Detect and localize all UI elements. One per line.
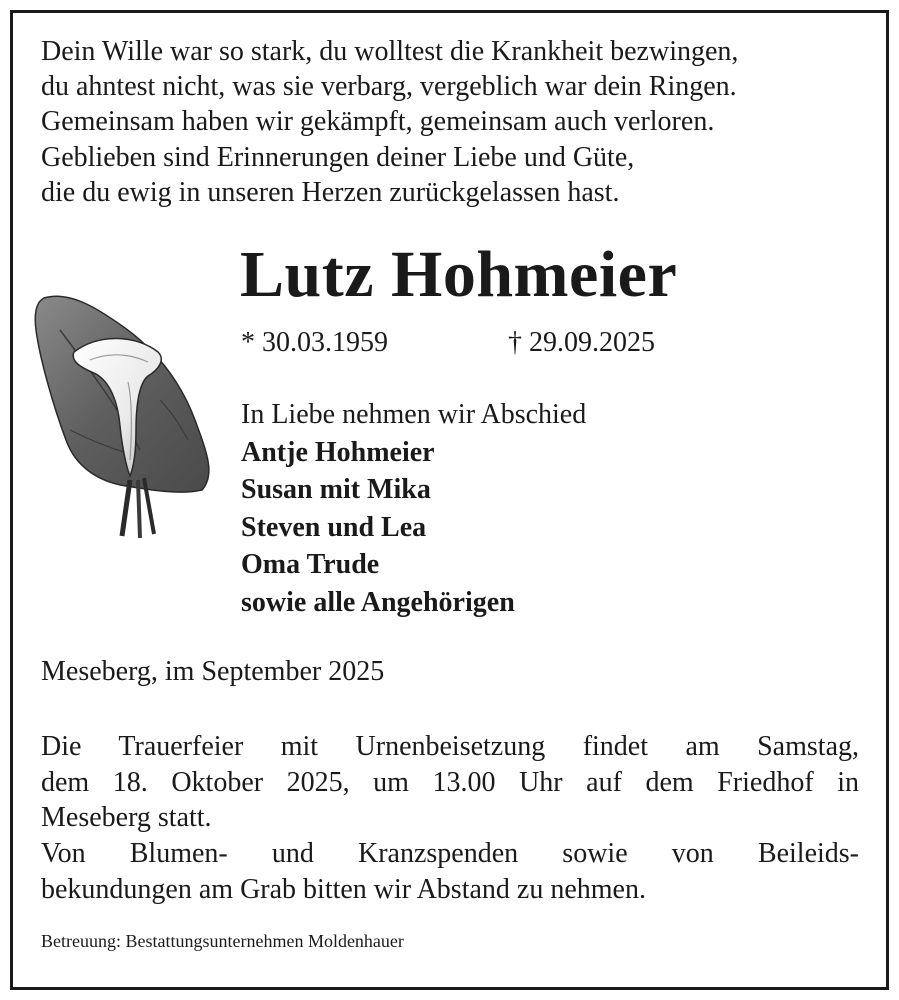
mourner-name: sowie alle Angehörigen [241, 586, 515, 618]
funeral-home-credit: Betreuung: Bestattungsunternehmen Moldenhauer [41, 931, 404, 951]
deceased-name: Lutz Hohmeier [240, 238, 678, 311]
calla-lily-icon [30, 290, 220, 550]
notice-line: Meseberg statt. [41, 802, 212, 834]
mourner-name: Oma Trude [241, 549, 380, 580]
farewell-intro: In Liebe nehmen wir Abschied [241, 399, 587, 430]
notice-line: bekundungen am Grab bitten wir Abstand zu nehmen. [41, 873, 646, 905]
poem-line: du ahntest nicht, was sie verbarg, vergeblich war dein Ringen. [41, 71, 737, 103]
memorial-poem [41, 34, 871, 210]
farewell-block [241, 396, 586, 621]
notice-line: dem 18. Oktober 2025, um 13.00 Uhr auf dem Friedhof in [41, 766, 859, 798]
death-date: † 29.09.2025 [508, 327, 655, 358]
birth-date: * 30.03.1959 [241, 327, 388, 358]
notice-line: Die Trauerfeier mit Urnenbeisetzung findet am Samstag, [41, 731, 859, 762]
mourner-name: Steven und Lea [241, 511, 427, 543]
notice-line: Von Blumen- und Kranzspenden sowie von Beileids- [41, 838, 859, 870]
mourner-name: Antje Hohmeier [241, 436, 435, 468]
funeral-notice [41, 729, 859, 908]
poem-line: Gemeinsam haben wir gekämpft, gemeinsam auch verloren. [41, 106, 715, 138]
mourner-name: Susan mit Mika [241, 474, 431, 505]
poem-line: die du ewig in unseren Herzen zurückgelassen hast. [41, 176, 620, 208]
place-date: Meseberg, im September 2025 [41, 656, 385, 687]
poem-line: Geblieben sind Erinnerungen deiner Liebe und Güte, [41, 141, 635, 173]
poem-line: Dein Wille war so stark, du wolltest die Krankheit bezwingen, [41, 36, 739, 67]
